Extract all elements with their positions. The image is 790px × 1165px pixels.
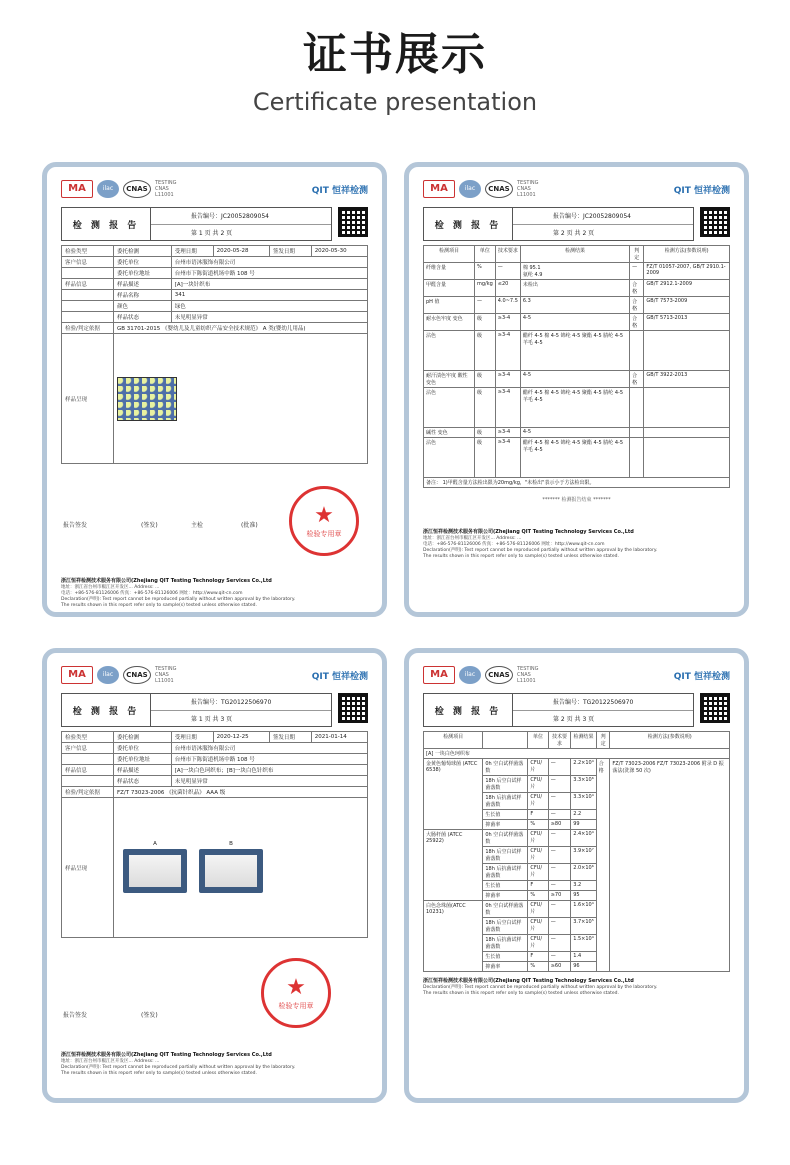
- report-number: 报告编号：JC20052809054: [151, 208, 331, 225]
- report-footer: 浙江恒祥检测技术服务有限公司(Zhejiang QIT Testing Technology Services Co.,Ltd 地址：浙江省台州市椒江区开发区... Address: ... 电话：+86-576-81126006 传真：+86-576-81126006 网址：http://www.qit-cn.com Declaration(声明): Test report cannot be reproduced partially without written approval by the laboratory. The results shown in this report refer only to sample(s) tested unless otherwise stated.: [423, 529, 658, 559]
- sample-photo-a: [123, 849, 187, 893]
- ilac-logo: ilac: [459, 666, 481, 684]
- cnas-caption: TESTING CNAS L11001: [155, 180, 177, 198]
- report-info: [513, 207, 694, 241]
- report-footer: 浙江恒祥检测技术服务有限公司(Zhejiang QIT Testing Technology Services Co.,Ltd 地址：浙江省台州市椒江区开发区... Address: ... 电话：+86-576-81126006 传真：+86-576-81126006 网址：http://www.qit-cn.com Declaration(声明): Test report cannot be reproduced partially without written approval by the laboratory. The results shown in this report refer only to sample(s) tested unless otherwise stated.: [61, 578, 296, 608]
- certificate-card-4[interactable]: [404, 648, 749, 1103]
- table-row: 委托单位地址 台州市下陈街道机场中路 108 号: [62, 268, 368, 279]
- report-title: 检 测 报 告: [61, 207, 151, 241]
- report-title: 检 测 报 告: [423, 693, 513, 727]
- report-footer: 浙江恒祥检测技术服务有限公司(Zhejiang QIT Testing Technology Services Co.,Ltd Declaration(声明): Test report cannot be reproduced partially without written approval by the laboratory. The results shown in this report refer only to sample(s) tested unless otherwise stated.: [423, 978, 658, 996]
- table-row: 沾色 级 ≥3-4 醋纤 4-5 棉 4-5 锦纶 4-5 聚酯 4-5 腈纶 4-5 羊毛 4-5: [424, 331, 730, 371]
- table-row: 纤维含量 % — 棉 95.1 氨纶 4.9 — FZ/T 01057-2007, GB/T 2910.1-2009: [424, 263, 730, 280]
- report-header: [61, 693, 368, 727]
- logo-bar: [61, 663, 368, 687]
- table-row: 检验/判定依据 GB 31701-2015 《婴幼儿及儿童纺织产品安全技术规范》 A 类(婴幼儿用品): [62, 323, 368, 334]
- audit-label: 主检: [191, 522, 204, 529]
- report-page: 第 1 页 共 3 页: [191, 715, 233, 723]
- cnas-logo: CNAS: [123, 666, 151, 684]
- ilac-logo: ilac: [97, 666, 119, 684]
- table-row: 样品状态 未见明显异常: [62, 776, 368, 787]
- report-info: [151, 693, 332, 727]
- certificate-card-3[interactable]: [42, 648, 387, 1103]
- report-footer: 浙江恒祥检测技术服务有限公司(Zhejiang QIT Testing Technology Services Co.,Ltd 地址：浙江省台州市椒江区开发区... Address: ... Declaration(声明): Test report cannot be reproduced partially without written approval by the laboratory. The results shown in this report refer only to sample(s) tested unless otherwise stated.: [61, 1052, 296, 1076]
- cnas-caption: TESTING CNAS L11001: [517, 180, 539, 198]
- official-stamp: ★ 检验专用章: [261, 958, 331, 1028]
- report-number: 报告编号：TG20122506970: [513, 694, 693, 711]
- approver-label: 报告签发: [63, 1012, 88, 1019]
- report-info: [151, 207, 332, 241]
- table-row: 大肠杆菌 (ATCC 25922) 0h 空白试样菌落数 CFU/片 — 2.4×10⁴: [424, 830, 730, 847]
- star-icon: ★: [286, 975, 306, 1000]
- qr-code-icon: [700, 207, 730, 237]
- table-row: 18h 后抗菌试样菌落数 CFU/片 — 3.3×10⁴: [424, 793, 730, 810]
- table-row: 样品信息 样品描述 [A]一块白色珂织布；[B]一块白色针织布: [62, 765, 368, 776]
- page-header: [0, 0, 790, 130]
- star-icon: ★: [314, 503, 334, 528]
- table-row: 抑菌率 % ≥60 96: [424, 962, 730, 972]
- cnas-logo: CNAS: [485, 666, 513, 684]
- table-row: 生长值 F — 3.2: [424, 881, 730, 891]
- approver-label: 报告签发: [63, 522, 88, 529]
- report-header: [61, 207, 368, 241]
- report-number: 报告编号：JC20052809054: [513, 208, 693, 225]
- table-row: 耐汗渍色牢度 酸性 变色 级 ≥3-4 4-5 合格 GB/T 3922-2013: [424, 371, 730, 388]
- table-row: 样品呈现: [62, 334, 368, 464]
- report-page: 第 2 页 共 2 页: [553, 229, 595, 237]
- table-row: 生长值 F — 1.4: [424, 952, 730, 962]
- table-header-row: 检测项目 单位 技术要求 检测结果 判定 检测方法(参数说明): [424, 246, 730, 263]
- report-info: [513, 693, 694, 727]
- certificate-card-1[interactable]: [42, 162, 387, 617]
- table-row: 检验类型 委托检测 受理日期 2020-05-28 签发日期 2020-05-30: [62, 246, 368, 257]
- cnas-logo: CNAS: [123, 180, 151, 198]
- ilac-logo: ilac: [97, 180, 119, 198]
- table-header-row: 检测项目 单位 技术要求 检测结果 判定 检测方法(参数说明): [424, 732, 730, 749]
- page-subtitle: Certificate presentation: [252, 88, 538, 116]
- report-header: [423, 207, 730, 241]
- cnas-caption: TESTING CNAS L11001: [155, 666, 177, 684]
- table-row: 颜色 绿色: [62, 301, 368, 312]
- page-title: 证书展示: [303, 29, 487, 80]
- report-page: 第 1 页 共 2 页: [191, 229, 233, 237]
- ilac-logo: ilac: [459, 180, 481, 198]
- report-title: 检 测 报 告: [423, 207, 513, 241]
- table-row: 样品信息 样品描述 [A]一块针织布: [62, 279, 368, 290]
- approved-label: (签发): [141, 522, 158, 529]
- logo-bar: [423, 663, 730, 687]
- qit-logo: QIT 恒祥检测: [311, 185, 368, 196]
- signature-area: [61, 938, 368, 1048]
- table-row: 甲醛含量 mg/kg ≤20 未检出 合格 GB/T 2912.1-2009: [424, 280, 730, 297]
- report-end-marker: ******* 检测报告结束 *******: [542, 497, 611, 503]
- table-row: 备注： 1)甲醛含量方法检出限为20mg/kg，"未检出"表示小于方法检出限。: [424, 478, 730, 488]
- table-row: [A] 一块白色珂织布: [424, 749, 730, 759]
- table-row: 抑菌率 % ≥70 95: [424, 891, 730, 901]
- report-page: 第 2 页 共 3 页: [553, 715, 595, 723]
- table-row: 18h 后抗菌试样菌落数 CFU/片 — 1.5×10⁴: [424, 935, 730, 952]
- qit-logo: QIT 恒祥检测: [673, 671, 730, 682]
- report-header: [423, 693, 730, 727]
- qr-code-icon: [338, 693, 368, 723]
- table-row: 18h 后空白试样菌落数 CFU/片 — 3.7×10⁵: [424, 918, 730, 935]
- cma-logo: MA: [423, 666, 455, 684]
- table-row: 检验类型 委托检测 受理日期 2020-12-25 签发日期 2021-01-14: [62, 732, 368, 743]
- approved-label: (签发): [141, 1012, 158, 1019]
- report-number: 报告编号：TG20122506970: [151, 694, 331, 711]
- qr-code-icon: [700, 693, 730, 723]
- antibacterial-table: [423, 731, 730, 972]
- table-row: 沾色 级 ≥3-4 醋纤 4-5 棉 4-5 锦纶 4-5 聚酯 4-5 腈纶 4-5 羊毛 4-5: [424, 388, 730, 428]
- table-row: 客户信息 委托单位 台州市语沐服饰有限公司: [62, 257, 368, 268]
- qr-code-icon: [338, 207, 368, 237]
- sample-photos: A B: [117, 841, 364, 895]
- official-stamp: ★ 检验专用章: [289, 486, 359, 556]
- table-row: 检验/判定依据 FZ/T 73023-2006 《抗菌针织品》 AAA 级: [62, 787, 368, 798]
- results-table: [423, 245, 730, 488]
- logo-bar: [423, 177, 730, 201]
- table-row: 生长值 F — 2.2: [424, 810, 730, 820]
- table-row: 样品状态 未见明显异常: [62, 312, 368, 323]
- cnas-logo: CNAS: [485, 180, 513, 198]
- qit-logo: QIT 恒祥检测: [311, 671, 368, 682]
- table-row: 委托单位地址 台州市下陈街道机场中路 108 号: [62, 754, 368, 765]
- table-row: 18h 后抗菌试样菌落数 CFU/片 — 2.0×10⁶: [424, 864, 730, 881]
- table-row: 客户信息 委托单位 台州市语沐服饰有限公司: [62, 743, 368, 754]
- signature-area: [61, 464, 368, 574]
- table-row: 18h 后空白试样菌落数 CFU/片 — 3.9×10⁷: [424, 847, 730, 864]
- report-title: 检 测 报 告: [61, 693, 151, 727]
- logo-bar: [61, 177, 368, 201]
- table-row: 样品呈现 A B: [62, 798, 368, 938]
- cma-logo: MA: [61, 666, 93, 684]
- table-row: 耐水色牢度 变色 级 ≥3-4 4-5 合格 GB/T 5713-2013: [424, 314, 730, 331]
- certificate-card-2[interactable]: [404, 162, 749, 617]
- table-row: 碱性 变色 级 ≥3-4 4-5: [424, 428, 730, 438]
- table-row: 白色念珠菌(ATCC 10231) 0h 空白试样菌落数 CFU/片 — 1.6×10⁴: [424, 901, 730, 918]
- sample-photo: [117, 377, 177, 421]
- table-row: 金黄色葡萄球菌 (ATCC 6538) 0h 空白试样菌落数 CFU/片 — 2.2×10⁴ 合格 FZ/T 73023-2006 FZ/T 73023-2006 附录 D 振荡法(洗涤 50 次): [424, 759, 730, 776]
- sample-photo-b: [199, 849, 263, 893]
- report-meta-table: [61, 245, 368, 464]
- qit-logo: QIT 恒祥检测: [673, 185, 730, 196]
- report-meta-table: [61, 731, 368, 938]
- table-row: 沾色 级 ≥3-4 醋纤 4-5 棉 4-5 锦纶 4-5 聚酯 4-5 腈纶 4-5 羊毛 4-5: [424, 438, 730, 478]
- cma-logo: MA: [423, 180, 455, 198]
- table-row: pH 值 — 4.0~7.5 6.3 合格 GB/T 7573-2009: [424, 297, 730, 314]
- reviewed-label: (批准): [241, 522, 258, 529]
- table-row: 样品名称 341: [62, 290, 368, 301]
- table-row: 抑菌率 % ≥80 99: [424, 820, 730, 830]
- cnas-caption: TESTING CNAS L11001: [517, 666, 539, 684]
- cma-logo: MA: [61, 180, 93, 198]
- table-row: 18h 后空白试样菌落数 CFU/片 — 3.3×10⁶: [424, 776, 730, 793]
